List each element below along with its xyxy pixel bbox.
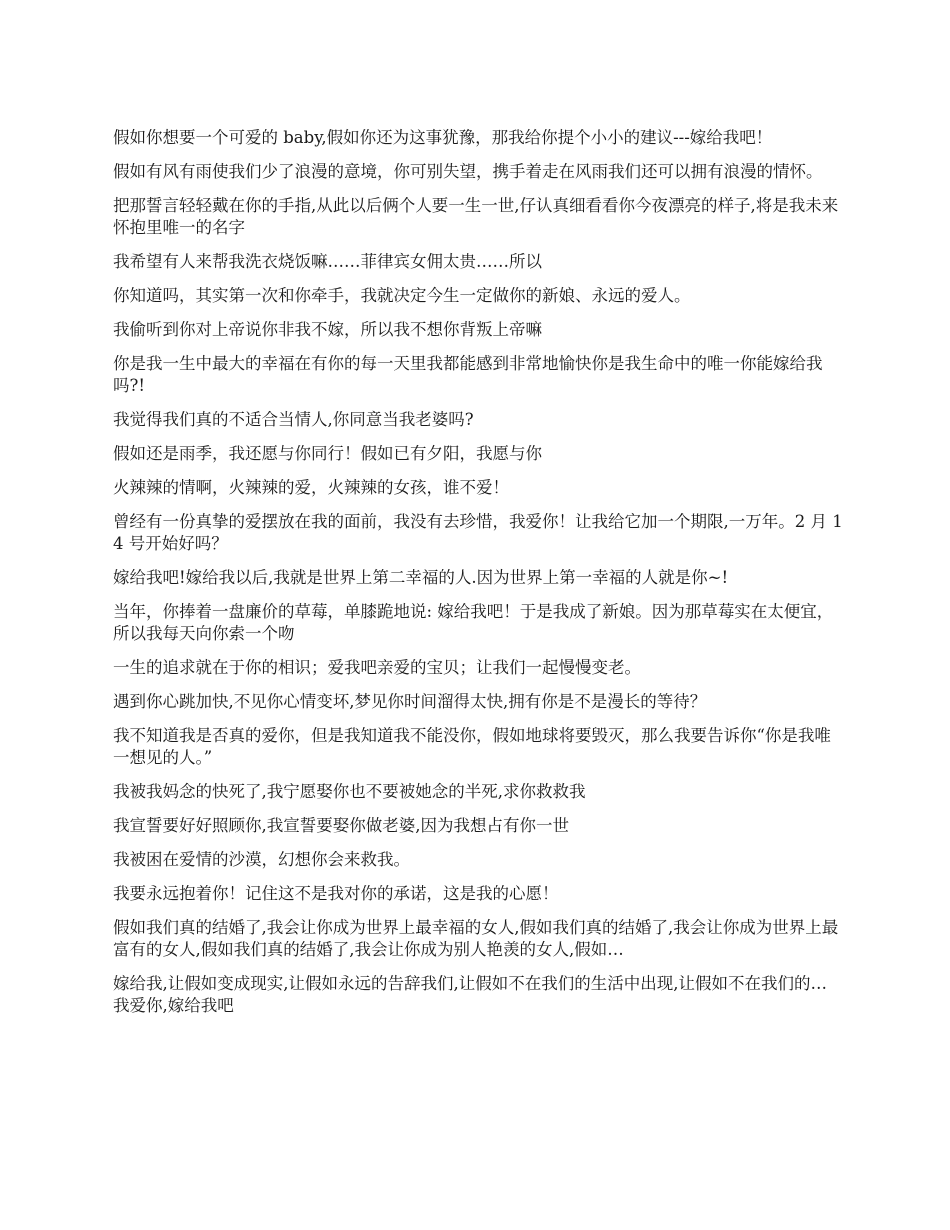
paragraph: 你是我一生中最大的幸福在有你的每一天里我都能感到非常地愉快你是我生命中的唯一你能嫁给我吗?! [113, 354, 823, 395]
paragraph: 当年，你捧着一盘廉价的草莓，单膝跪地说: 嫁给我吧！于是我成了新娘。因为那草莓实在太便宜，所以我每天向你索一个吻 [113, 602, 834, 643]
paragraph: 我被我妈念的快死了,我宁愿娶你也不要被她念的半死,求你救救我 [113, 782, 586, 801]
paragraph: 把那誓言轻轻戴在你的手指,从此以后俩个人要一生一世,仔认真细看看你今夜漂亮的样子,将是我未来怀抱里唯一的名字 [113, 196, 839, 237]
paragraph: 我要永远抱着你！记住这不是我对你的承诺，这是我的心愿！ [113, 884, 559, 903]
paragraph: 嫁给我吧!嫁给我以后,我就是世界上第二幸福的人.因为世界上第一幸福的人就是你~! [113, 568, 729, 587]
paragraph: 假如我们真的结婚了,我会让你成为世界上最幸福的女人,假如我们真的结婚了,我会让你成为世界上最富有的女人,假如我们真的结婚了,我会让你成为别人艳羡的女人,假如… [113, 918, 839, 959]
paragraph: 我希望有人来帮我洗衣烧饭嘛……菲律宾女佣太贵……所以 [113, 252, 542, 271]
paragraph: 我偷听到你对上帝说你非我不嫁，所以我不想你背叛上帝嘛 [113, 320, 542, 339]
paragraph: 假如有风有雨使我们少了浪漫的意境，你可别失望，携手着走在风雨我们还可以拥有浪漫的情怀。 [113, 162, 823, 181]
paragraph: 假如你想要一个可爱的 baby,假如你还为这事犹豫，那我给你提个小小的建议---嫁给我吧！ [113, 128, 773, 147]
paragraph: 嫁给我,让假如变成现实,让假如永远的告辞我们,让假如不在我们的生活中出现,让假如不在我们的…我爱你,嫁给我吧 [113, 974, 827, 1015]
paragraph: 我觉得我们真的不适合当情人,你同意当我老婆吗? [113, 410, 474, 429]
document-body [113, 127, 843, 1029]
paragraph: 假如还是雨季，我还愿与你同行！假如已有夕阳，我愿与你 [113, 444, 542, 463]
paragraph: 遇到你心跳加快,不见你心情变坏,梦见你时间溜得太快,拥有你是不是漫长的等待？ [113, 692, 707, 711]
paragraph: 你知道吗，其实第一次和你牵手，我就决定今生一定做你的新娘、永远的爱人。 [113, 286, 691, 305]
paragraph: 一生的追求就在于你的相识；爱我吧亲爱的宝贝；让我们一起慢慢变老。 [113, 658, 641, 677]
paragraph: 曾经有一份真挚的爱摆放在我的面前，我没有去珍惜，我爱你！让我给它加一个期限,一万年。2 月 14 号开始好吗？ [113, 512, 843, 553]
paragraph: 我不知道我是否真的爱你，但是我知道我不能没你，假如地球将要毁灭，那么我要告诉你“你是我唯一想见的人。” [113, 726, 831, 767]
paragraph: 火辣辣的情啊，火辣辣的爱，火辣辣的女孩，谁不爱！ [113, 478, 509, 497]
paragraph: 我被困在爱情的沙漠，幻想你会来救我。 [113, 850, 410, 869]
paragraph: 我宣誓要好好照顾你,我宣誓要娶你做老婆,因为我想占有你一世 [113, 816, 569, 835]
